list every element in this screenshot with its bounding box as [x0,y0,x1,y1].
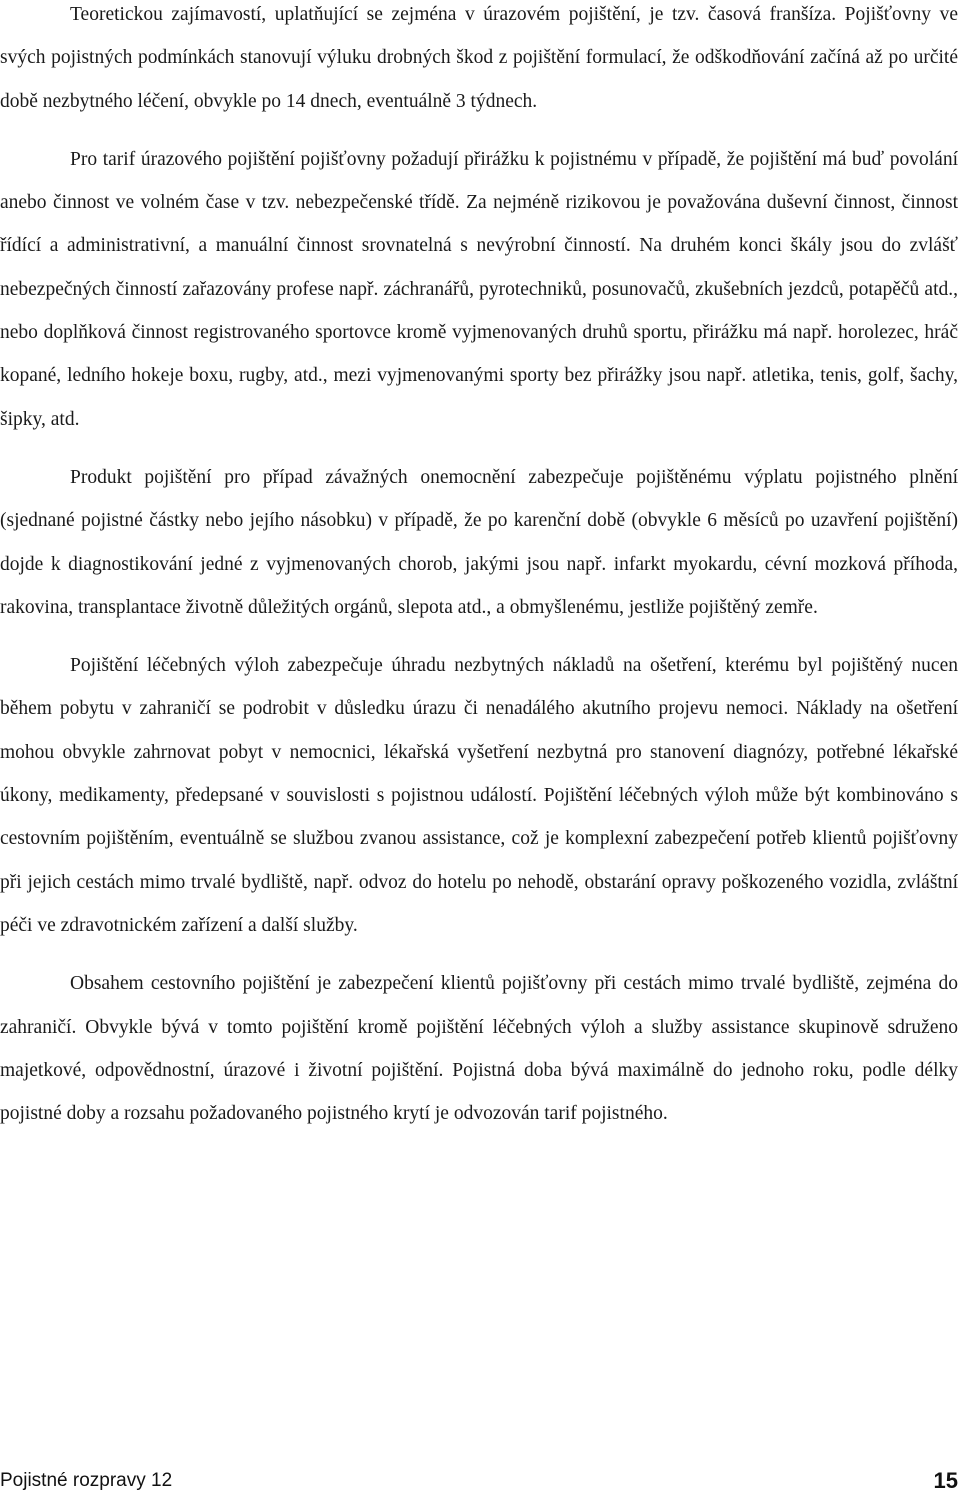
paragraph-critical-illness: Produkt pojištění pro případ závažných onemocnění zabezpečuje pojištěnému výplatu pojistného plnění (sjednané pojistné částky nebo jejího násobku) v případě, že po karenční době (obvykle 6 měsíců po uzavření pojištění) dojde k diagnostikování jedné z vyjmenovaných chorob, jakými jsou např. infarkt myokardu, cévní mozková příhoda, rakovina, transplantace životně důležitých orgánů, slepota atd., a obmyšlenému, jestliže pojištěný zemře. [0,466,958,618]
paragraph-medical-expenses: Pojištění léčebných výloh zabezpečuje úhradu nezbytných nákladů na ošetření, kterému byl pojištěný nucen během pobytu v zahraničí se podrobit v důsledku úrazu či nenadálého akutního projevu nemoci. Náklady na ošetření mohou obvykle zahrnovat pobyt v nemocnici, lékařská vyšetření nezbytná pro stanovení diagnózy, potřebné lékařské úkony, medikamenty, předepsané v souvislosti s pojistnou událostí. Pojištění léčebných výloh může být kombinováno s cestovním pojištěním, eventuálně se službou zvanou assistance, což je komplexní zabezpečení potřeb klientů pojišťovny při jejich cestách mimo trvalé bydliště, např. odvoz do hotelu po nehodě, obstarání opravy poškozeného vozidla, zvláštní péči ve zdravotnickém zařízení a další služby. [0,655,958,936]
paragraph-travel-insurance: Obsahem cestovního pojištění je zabezpečení klientů pojišťovny při cestách mimo trvalé bydliště, zejména do zahraničí. Obvykle bývá v tomto pojištění kromě pojištění léčebných výloh a služby assistance skupinově sdruženo majetkové, odpovědnostní, úrazové i životní pojištění. Pojistná doba bývá maximálně do jednoho roku, podle délky pojistné doby a rozsahu požadovaného pojistného krytí je odvozován tarif pojistného. [0,973,958,1125]
paragraph-accident-tariff: Pro tarif úrazového pojištění pojišťovny požadují přirážku k pojistnému v případě, že pojištění má buď povolání anebo činnost ve volném čase v tzv. nebezpečenské třídě. Za nejméně rizikovou je považována duševní činnost, činnost řídící a administrativní, a manuální činnost srovnatelná s nevýrobní činností. Na druhém konci škály jsou do zvlášť nebezpečných činností zařazovány profese např. záchranářů, pyrotechniků, posunovačů, zkušebních jezdců, potapěčů atd., nebo doplňková činnost registrovaného sportovce kromě vyjmenovaných druhů sportu, přirážku má např. horolezec, hráč kopané, ledního hokeje boxu, rugby, atd., mezi vyjmenovanými sporty bez přirážky jsou např. atletika, tenis, golf, šachy, šipky, atd. [0,148,958,430]
page-footer [0,1468,958,1496]
paragraph-time-franchise: Teoretickou zajímavostí, uplatňující se zejména v úrazovém pojištění, je tzv. časová franšíza. Pojišťovny ve svých pojistných podmínkách stanovují výluku drobných škod z pojištění formulací, že odškodňování začíná až po určité době nezbytného léčení, obvykle po 14 dnech, eventuálně 3 týdnech. [0,4,958,112]
page-number: 15 [933,1468,958,1493]
footer-publication-title: Pojistné rozpravy 12 [0,1470,173,1491]
